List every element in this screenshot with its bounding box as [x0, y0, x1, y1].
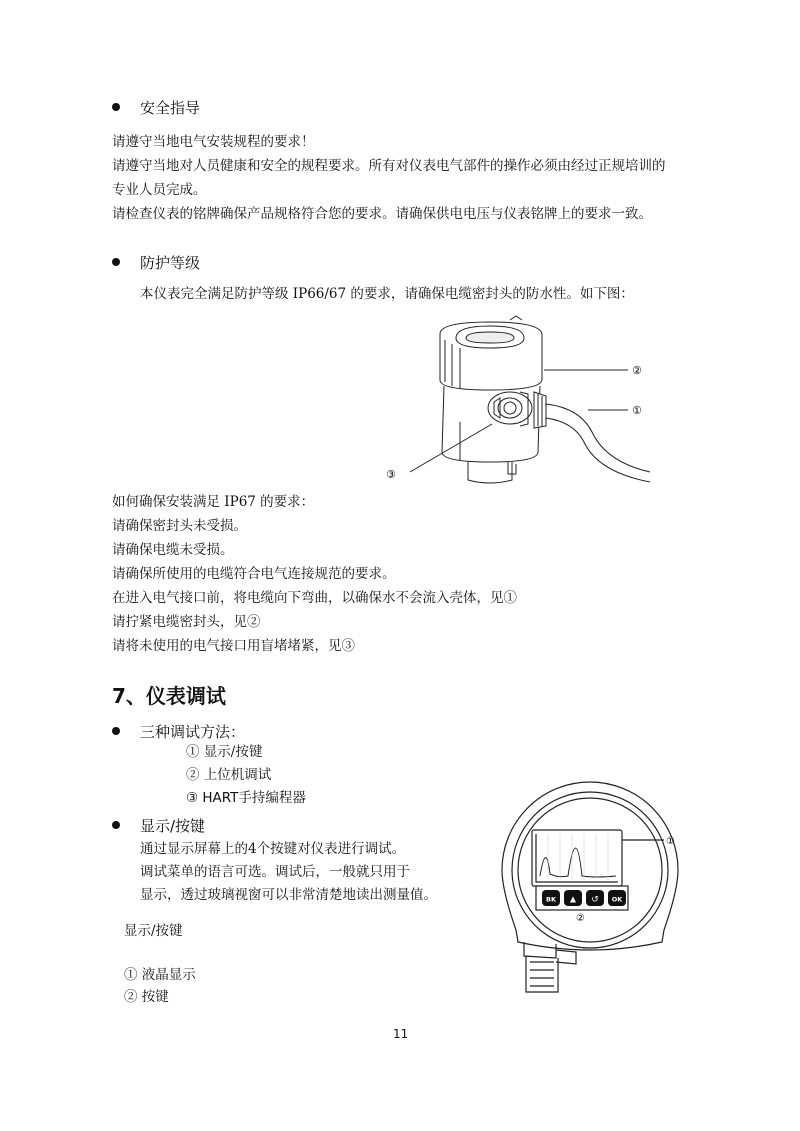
- safety-line: 请检查仪表的铭牌确保产品规格符合您的要求。请确保供电电压与仪表铭牌上的要求一致。: [112, 206, 652, 222]
- housing-cable-figure: [370, 312, 660, 492]
- safety-line: 请遵守当地电气安装规程的要求！: [112, 134, 315, 150]
- chapter-title: 7、仪表调试: [112, 684, 226, 708]
- legend-item: ① 液晶显示: [124, 967, 196, 983]
- key-back-label: ↺: [591, 895, 599, 905]
- key-up-label: ▲: [569, 894, 577, 904]
- method-item: ① 显示/按键: [186, 744, 263, 760]
- protection-line: 请拧紧电缆密封头，见②: [112, 614, 261, 630]
- display-caption: 显示/按键: [124, 923, 183, 939]
- bullet-dot: [112, 727, 120, 735]
- callout-2: ②: [632, 364, 642, 377]
- method-item: ③ HART手持编程器: [186, 790, 306, 806]
- key-ok-label: OK: [611, 895, 623, 904]
- callout-1: ①: [632, 404, 642, 417]
- display-line: 调试菜单的语言可选。调试后，一般就只用于: [140, 864, 410, 880]
- display-keypad-figure: [496, 780, 686, 1000]
- callout-3: ③: [386, 468, 396, 481]
- bullet-dot: [112, 821, 120, 829]
- page-number: 11: [393, 1027, 409, 1041]
- safety-line: 专业人员完成。: [112, 182, 207, 198]
- callout-1: ①: [666, 836, 675, 847]
- methods-title: 三种调试方法：: [140, 723, 246, 741]
- protection-line: 在进入电气接口前，将电缆向下弯曲，以确保水不会流入壳体，见①: [112, 590, 517, 606]
- protection-line: 请确保密封头未受损。: [112, 518, 247, 534]
- method-item: ② 上位机调试: [186, 767, 272, 783]
- display-title: 显示/按键: [140, 817, 206, 835]
- key-bk-label: BK: [546, 895, 556, 904]
- bullet-dot: [112, 258, 120, 266]
- display-line: 通过显示屏幕上的4个按键对仪表进行调试。: [140, 841, 406, 857]
- legend-item: ② 按键: [124, 989, 169, 1005]
- safety-line: 请遵守当地对人员健康和安全的规程要求。所有对仪表电气部件的操作必须由经过正规培训的: [112, 158, 666, 174]
- section-title-safety: 安全指导: [140, 99, 201, 117]
- callout-2: ②: [576, 913, 585, 924]
- display-line: 显示，透过玻璃视窗可以非常清楚地读出测量值。: [140, 887, 437, 903]
- protection-intro: 本仪表完全满足防护等级 IP66/67 的要求，请确保电缆密封头的防水性。如下图：: [140, 286, 634, 302]
- protection-line: 请将未使用的电气接口用盲堵堵紧，见③: [112, 638, 355, 654]
- protection-line: 如何确保安装满足 IP67 的要求：: [112, 494, 315, 510]
- bullet-dot: [112, 103, 120, 111]
- protection-line: 请确保所使用的电缆符合电气连接规范的要求。: [112, 566, 396, 582]
- section-title-protection: 防护等级: [140, 254, 201, 272]
- protection-line: 请确保电缆未受损。: [112, 542, 234, 558]
